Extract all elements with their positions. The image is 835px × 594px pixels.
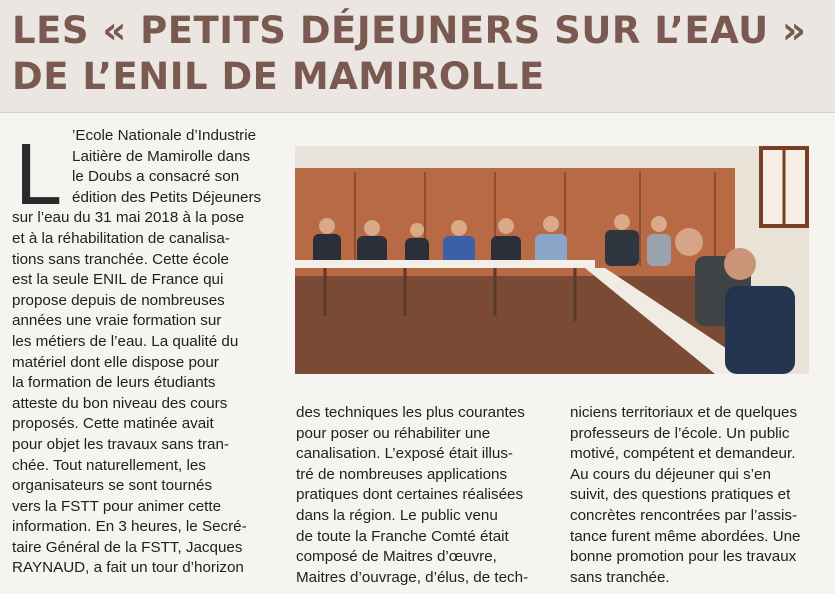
- article-column-1: [12, 126, 277, 579]
- article-column-3: [570, 403, 820, 588]
- text-line: concrètes rencontrées par l’assis-: [570, 506, 798, 524]
- text-line: sur l’eau du 31 mai 2018 à la pose: [12, 209, 245, 227]
- text-line: de toute la Franche Comté était: [296, 527, 509, 545]
- text-line: est la seule ENIL de France qui: [12, 271, 224, 289]
- text-line: vers la FSTT pour animer cette: [12, 497, 222, 515]
- article-column-2: [296, 403, 546, 588]
- text-line: information. En 3 heures, le Secré-: [12, 518, 247, 536]
- text-line: tions sans tranchée. Cette école: [12, 250, 229, 268]
- text-line: le Doubs a consacré son: [72, 168, 240, 186]
- title-divider: [0, 112, 835, 113]
- text-line: organisateurs se sont tournés: [12, 477, 213, 495]
- text-line: pour poser ou réhabiliter une: [296, 424, 491, 442]
- text-line: pratiques dont certaines réalisées: [296, 486, 524, 504]
- text-line: professeurs de l’école. Un public: [570, 424, 790, 442]
- text-line: canalisation. L’exposé était illus-: [296, 445, 513, 463]
- text-line: bonne promotion pour les travaux: [570, 548, 797, 566]
- title-line-1: LES « PETITS DÉJEUNERS SUR L’EAU »: [12, 9, 807, 52]
- text-line: sans tranchée.: [570, 568, 670, 586]
- text-line: Maitres d’ouvrage, d’élus, de tech-: [296, 568, 529, 586]
- drop-cap: L: [14, 129, 60, 224]
- text-line: tance furent même abordées. Une: [570, 527, 801, 545]
- text-line: dans la région. Le public venu: [296, 506, 498, 524]
- text-line: et à la réhabilitation de canalisa-: [12, 229, 230, 247]
- text-line: édition des Petits Déjeuners: [72, 188, 262, 206]
- text-line: années une vraie formation sur: [12, 312, 222, 330]
- article-photo: [295, 146, 809, 374]
- text-line: tré de nombreuses applications: [296, 465, 508, 483]
- text-line: pour objet les travaux sans tran-: [12, 435, 229, 453]
- text-line: suivit, des questions pratiques et: [570, 486, 791, 504]
- text-line: atteste du bon niveau des cours: [12, 394, 228, 412]
- text-line: motivé, compétent et demandeur.: [570, 445, 796, 463]
- text-line: ’Ecole Nationale d’Industrie: [72, 127, 257, 144]
- text-line: niciens territoriaux et de quelques: [570, 404, 798, 421]
- text-line: les métiers de l’eau. La qualité du: [12, 332, 239, 350]
- text-line: proposés. Cette matinée avait: [12, 415, 214, 433]
- text-line: des techniques les plus courantes: [296, 404, 525, 421]
- text-line: Au cours du déjeuner qui s’en: [570, 465, 771, 483]
- text-line: RAYNAUD, a fait un tour d’horizon: [12, 559, 244, 577]
- text-line: Laitière de Mamirolle dans: [72, 147, 251, 165]
- article-title: [12, 8, 806, 100]
- text-line: composé de Maitres d’œuvre,: [296, 548, 497, 566]
- title-line-2: DE L’ENIL DE MAMIROLLE: [12, 55, 545, 98]
- text-line: taire Général de la FSTT, Jacques: [12, 538, 243, 556]
- text-line: matériel dont elle dispose pour: [12, 353, 219, 371]
- text-line: chée. Tout naturellement, les: [12, 456, 206, 474]
- text-line: la formation de leurs étudiants: [12, 374, 216, 392]
- text-line: propose depuis de nombreuses: [12, 291, 225, 309]
